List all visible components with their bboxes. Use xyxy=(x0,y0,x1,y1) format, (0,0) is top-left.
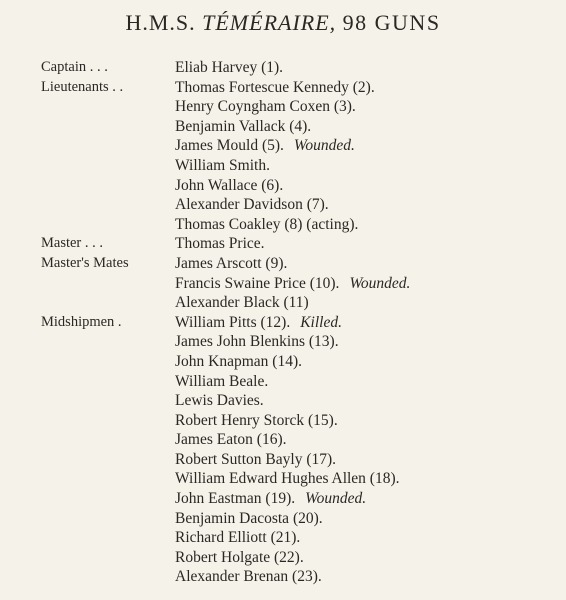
officer-name: Robert Henry Storck (15). xyxy=(175,411,338,429)
officer-entry xyxy=(175,195,329,215)
officer-name: James John Blenkins (13). xyxy=(175,333,339,351)
roster-row xyxy=(0,136,566,156)
ship-name: TÉMÉRAIRE, xyxy=(202,10,337,35)
officer-name: John Wallace (6). xyxy=(175,176,284,194)
roster-row xyxy=(0,548,566,568)
rank-label: Midshipmen . xyxy=(41,313,122,330)
officer-entry xyxy=(175,254,287,274)
roster-row xyxy=(0,411,566,431)
roster-row xyxy=(0,293,566,313)
officer-name: Robert Holgate (22). xyxy=(175,548,304,566)
roster-row xyxy=(0,176,566,196)
officer-entry xyxy=(175,234,265,254)
roster-row xyxy=(0,528,566,548)
roster-row xyxy=(0,391,566,411)
roster-row xyxy=(0,254,566,274)
roster-row xyxy=(0,117,566,137)
officer-entry xyxy=(175,411,338,431)
page-title xyxy=(0,10,566,36)
officer-entry xyxy=(175,136,355,156)
casualty-note: Wounded. xyxy=(349,274,411,292)
officer-entry xyxy=(175,528,300,548)
roster-row xyxy=(0,156,566,176)
officer-name: John Knapman (14). xyxy=(175,352,302,370)
officer-name: Francis Swaine Price (10). xyxy=(175,274,340,292)
officer-entry xyxy=(175,117,311,137)
officer-name: Lewis Davies. xyxy=(175,392,264,410)
officer-entry xyxy=(175,313,342,333)
rank-label: Master's Mates xyxy=(41,254,129,271)
officer-entry xyxy=(175,372,268,392)
roster-row xyxy=(0,352,566,372)
officer-name: Henry Coyngham Coxen (3). xyxy=(175,98,356,116)
officer-name: Thomas Price. xyxy=(175,235,265,253)
roster-row xyxy=(0,58,566,78)
casualty-note: Killed. xyxy=(300,313,342,331)
officer-entry xyxy=(175,489,366,509)
officer-entry xyxy=(175,176,283,196)
officer-name: Richard Elliott (21). xyxy=(175,529,301,547)
guns-count: 98 GUNS xyxy=(342,10,441,35)
officer-name: Alexander Davidson (7). xyxy=(175,196,329,214)
officer-entry xyxy=(175,469,400,489)
officer-name: Benjamin Vallack (4). xyxy=(175,117,312,135)
casualty-note: Wounded. xyxy=(293,137,355,155)
roster-row xyxy=(0,469,566,489)
officer-name: Robert Sutton Bayly (17). xyxy=(175,450,337,468)
roster-row xyxy=(0,78,566,98)
officer-name: Thomas Coakley (8) (acting). xyxy=(175,215,359,233)
officer-entry xyxy=(175,156,270,176)
roster-row xyxy=(0,372,566,392)
rank-label: Captain . . . xyxy=(41,59,108,75)
casualty-note: Wounded. xyxy=(305,490,367,508)
roster-row xyxy=(0,195,566,215)
officer-entry xyxy=(175,78,375,98)
roster-row xyxy=(0,450,566,470)
officer-entry xyxy=(175,391,264,411)
roster-row xyxy=(0,313,566,333)
officer-entry xyxy=(175,293,309,313)
officer-name: James Arscott (9). xyxy=(175,254,288,272)
roster-row xyxy=(0,215,566,235)
officer-entry xyxy=(175,274,410,294)
officer-entry xyxy=(175,97,356,117)
officer-entry xyxy=(175,430,286,450)
officer-name: William Beale. xyxy=(175,372,269,390)
officer-name: William Pitts (12). xyxy=(175,313,291,331)
officer-name: Eliab Harvey (1). xyxy=(175,59,284,76)
officer-entry xyxy=(175,332,339,352)
roster-row xyxy=(0,234,566,254)
officer-entry xyxy=(175,509,323,529)
roster-row xyxy=(0,332,566,352)
roster-row xyxy=(0,430,566,450)
officer-name: James Eaton (16). xyxy=(175,431,287,449)
officer-name: William Edward Hughes Allen (18). xyxy=(175,470,400,488)
officer-name: William Smith. xyxy=(175,156,270,174)
officer-entry xyxy=(175,215,358,235)
officer-entry xyxy=(175,450,336,470)
officer-roster xyxy=(0,58,566,587)
roster-row xyxy=(0,489,566,509)
title-prefix: H.M.S. xyxy=(125,10,196,35)
officer-name: Benjamin Dacosta (20). xyxy=(175,509,323,527)
officer-name: Alexander Brenan (23). xyxy=(175,568,322,586)
roster-row xyxy=(0,567,566,587)
officer-entry xyxy=(175,567,322,587)
officer-entry xyxy=(175,58,283,78)
officer-name: Alexander Black (11) xyxy=(175,294,309,312)
officer-name: James Mould (5). xyxy=(175,137,284,155)
officer-entry xyxy=(175,548,304,568)
roster-row xyxy=(0,97,566,117)
officer-name: John Eastman (19). xyxy=(175,490,296,508)
roster-row xyxy=(0,509,566,529)
officer-name: Thomas Fortescue Kennedy (2). xyxy=(175,78,375,96)
officer-entry xyxy=(175,352,302,372)
rank-label: Master . . . xyxy=(41,235,104,252)
rank-label: Lieutenants . . xyxy=(41,78,124,95)
roster-row xyxy=(0,274,566,294)
